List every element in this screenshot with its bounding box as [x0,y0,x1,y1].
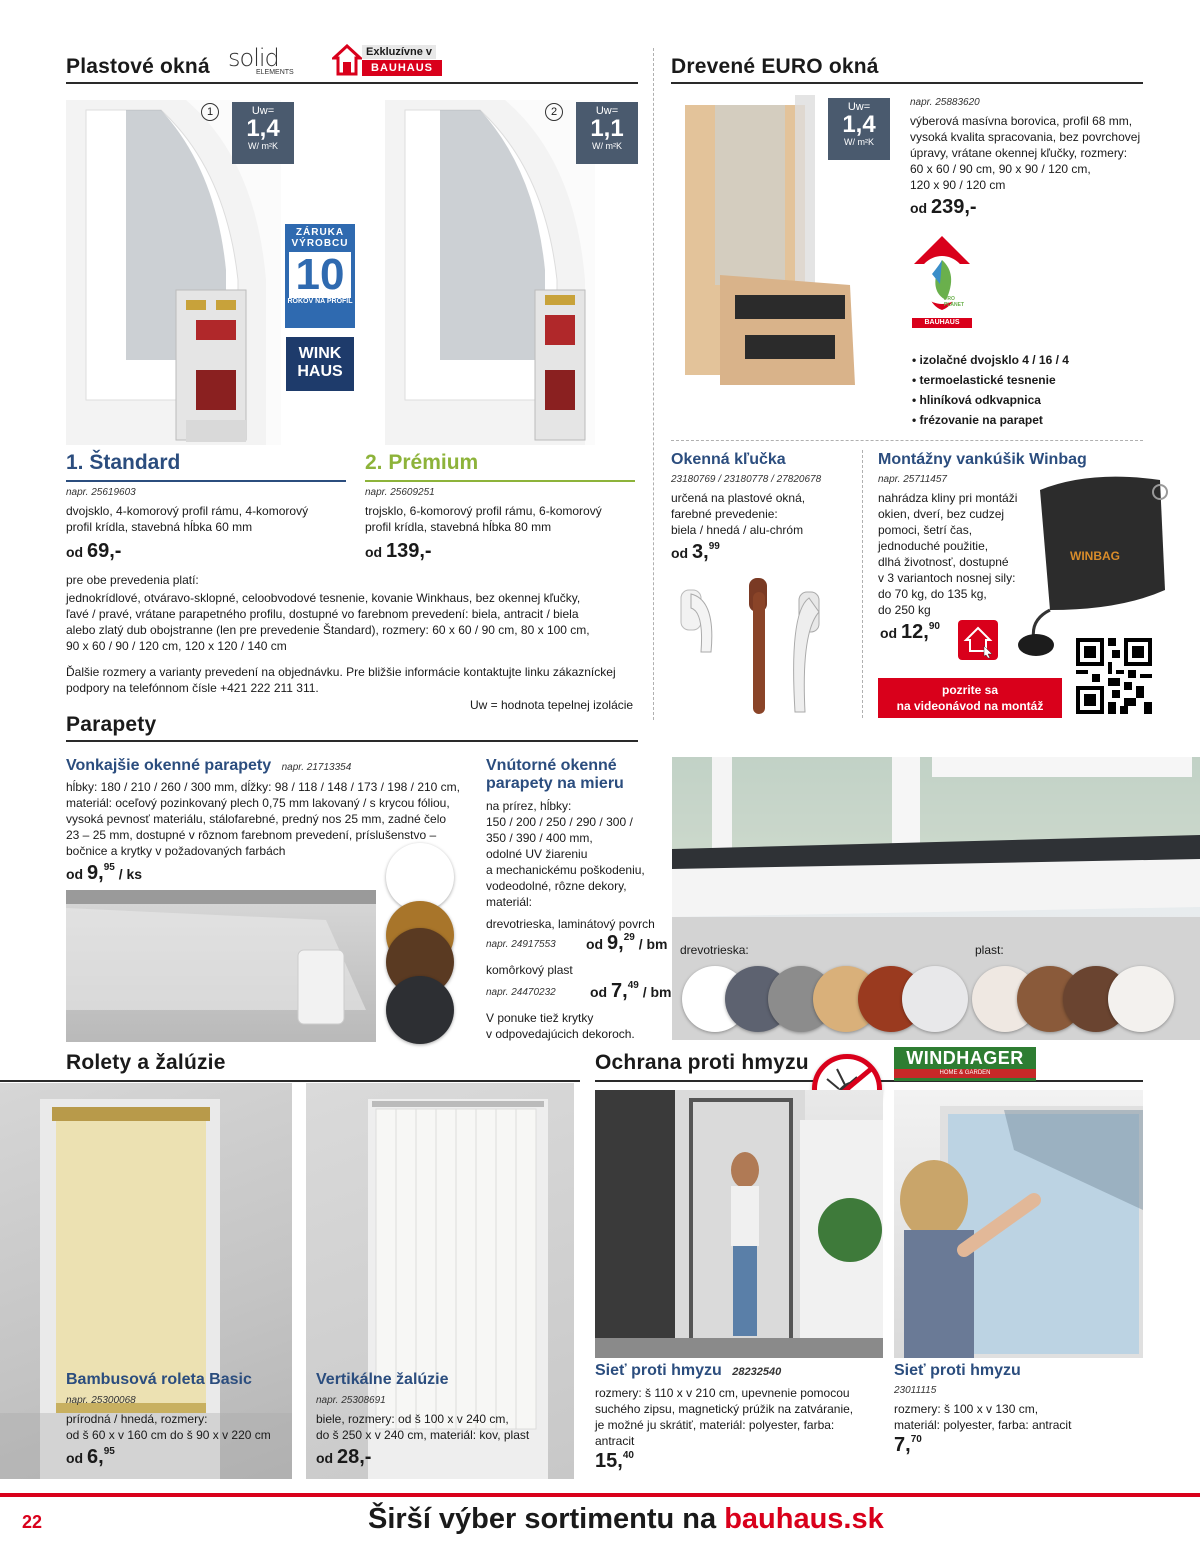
common-line-4: 90 x 60 / 90 / 120 cm, 120 x 120 / 140 cm [66,639,287,653]
section-divider [671,440,1143,441]
price-value: 9, [87,862,104,884]
premium-code: napr. 25609251 [365,487,435,498]
door-net-image [595,1090,883,1358]
premium-desc-1: trojsklo, 6-komorový profil rámu, 6-komorový [365,504,602,518]
vertical-blind-price [316,1446,371,1469]
inner-sill-desc-1: na prírez, hĺbky: [486,799,572,813]
winbag-desc-8: do 250 kg [878,603,931,617]
header-rule [66,740,638,742]
inner-sill-desc-4: odolné UV žiareniu [486,847,588,861]
pro-planet-logo [910,234,974,330]
outer-sill-desc-4: 23 – 25 mm, dostupné v rôznom farebnom prevedení, príslušenstvo – [66,828,437,842]
inner-sill-title-1: Vnútorné okenné [486,757,617,774]
chip-label: drevotrieska: [680,943,749,957]
bauhaus-small-logo: BAUHAUS [912,318,972,328]
bamboo-code: napr. 25300068 [66,1395,136,1406]
feature-item: • frézovanie na parapet [912,413,1043,427]
net1-title: Sieť proti hmyzu [595,1362,722,1379]
inner-sill-note-1: V ponuke tiež krytky [486,1011,594,1025]
net1-desc-1: rozmery: š 110 x v 210 cm, upevnenie pomocou [595,1386,850,1400]
price-value: 7, [894,1434,911,1456]
price-cents: 95 [103,1446,115,1457]
feature-item: • hliníková odkvapnica [912,393,1041,407]
outer-sill-title: Vonkajšie okenné parapety [66,757,272,774]
premium-desc-2: profil krídla, stavebná hĺbka 80 mm [365,520,552,534]
variant-number-2: 2 [545,103,563,121]
uw-value: 1,4 [842,111,876,138]
price-value: 69,- [87,540,122,562]
uw-value: 1,4 [246,115,280,142]
header-rule [671,82,1143,84]
price-prefix: od [365,544,383,560]
bamboo-desc-1: prírodná / hnedá, rozmery: [66,1412,208,1426]
price-value: 7, [611,980,628,1002]
price-prefix: od [316,1450,334,1466]
price-cents: 90 [928,621,940,632]
column-divider [653,48,654,720]
handle-desc-3: biela / hnedá / alu-chróm [671,523,804,537]
net2-code: 23011115 [894,1385,937,1396]
section-title-wooden: Drevené EURO okná [671,55,879,78]
warranty-line3: ROKOV NA PROFIL [287,298,353,305]
solid-elements-logo: solid [228,44,279,72]
price-prefix: od [671,545,689,561]
winbag-brand: WINBAG [1070,549,1120,563]
exclusive-prefix: Exkluzívne v [362,45,436,59]
inner-sill-desc-5: a mechanickému poškodeniu, [486,863,645,877]
inner-sill-desc-6: vodeodolné, rôzne dekory, [486,879,627,893]
wooden-desc-5: 120 x 90 / 120 cm [910,178,1006,192]
wooden-desc-4: 60 x 60 / 90 cm, 90 x 90 / 120 cm, [910,162,1091,176]
section-title-plastic: Plastové okná [66,55,210,78]
outer-sill-desc-2: materiál: oceľový pozinkovaný plech 0,75 mm lakovaný / s krycou fóliou, [66,796,450,810]
exclusive-bauhaus: BAUHAUS [362,60,442,76]
wooden-desc-1: výberová masívna borovica, profil 68 mm, [910,114,1133,128]
section-title-sills: Parapety [66,713,157,736]
net2-title: Sieť proti hmyzu [894,1362,1021,1379]
vertical-blind-code: napr. 25308691 [316,1395,386,1406]
price-cents: 95 [103,862,115,873]
inner-sill-desc-7: materiál: [486,895,533,909]
uw-unit: W/ m²K [248,141,278,151]
window-handles-image [671,572,851,722]
price-prefix: od [66,544,84,560]
plast-swatch [1108,966,1174,1032]
footer-text [368,1503,884,1536]
inner-sill-variant-2: komôrkový plast [486,963,573,977]
common-line-3: alebo zlatý dub obojstranne (len pre prevedenie Štandard), rozmery: 60 x 60 / 90 cm, 80 x 100 cm, [66,623,590,637]
uw-note: Uw = hodnota tepelnej izolácie [470,698,634,712]
price-prefix: od [590,984,608,1000]
footer-prefix: Širší výber sortimentu na [368,1503,717,1535]
uw-value: 1,1 [590,115,624,142]
inner-sill-desc-2: 150 / 200 / 250 / 290 / 300 / [486,815,633,829]
outer-sill-desc-5: bočnice a krytky v požadovaných farbách [66,844,286,858]
winbag-desc-6: v 3 variantoch nosnej sily: [878,571,1016,585]
outer-sill-code: napr. 21713354 [281,762,352,773]
winbag-desc-4: jednoduché použitie, [878,539,989,553]
price-prefix: od [880,625,898,641]
warranty-line2: VÝROBCU [291,238,349,249]
inner-sill-price-2 [590,980,671,1003]
inner-sill-variant-1: drevotrieska, laminátový povrch [486,917,655,931]
inner-sill-heading [486,757,624,793]
winkhaus-logo [286,337,354,391]
standard-price [66,540,121,563]
vertical-blind-desc-2: do š 250 x v 240 cm, materiál: kov, plast [316,1428,530,1442]
variant-number-1: 1 [201,103,219,121]
net1-code: 28232540 [732,1366,782,1378]
wooden-price [910,196,977,219]
winbag-price [880,621,940,644]
standard-underline [66,480,346,482]
inner-sill-note-2: v odpovedajúcich dekoroch. [486,1027,635,1041]
plast-label: plast: [975,943,1004,957]
price-cents: 29 [623,932,635,943]
price-cents: 40 [622,1450,634,1461]
outer-sill-heading [66,757,351,775]
handle-desc-1: určená na plastové okná, [671,491,806,505]
qr-code-icon[interactable] [1076,638,1152,714]
video-play-icon[interactable] [958,620,998,660]
price-prefix: od [66,866,84,882]
windhager-brand: WINDHAGER [906,1048,1024,1068]
video-guide-button[interactable] [878,678,1062,718]
footer-rule [0,1493,1200,1497]
feature-item: • termoelastické tesnenie [912,373,1056,387]
info-line-2: podpory na telefónnom čísle +421 222 211 311. [66,681,319,695]
wooden-features [912,350,1069,430]
price-cents: 49 [627,980,639,991]
price-prefix: od [586,936,604,952]
price-cents: 99 [708,541,720,552]
uw-unit: W/ m²K [844,137,874,147]
standard-title: 1. Štandard [66,451,181,474]
section-title-blinds: Rolety a žalúzie [66,1051,226,1074]
net1-desc-3: je možné ju skrátiť, materiál: polyester, farba: [595,1418,835,1432]
section-title-insects: Ochrana proti hmyzu [595,1051,809,1074]
handle-desc-2: farebné prevedenie: [671,507,778,521]
vertical-blind-title: Vertikálne žalúzie [316,1371,449,1388]
outer-sill-price [66,862,142,885]
price-unit: / bm [642,984,672,1000]
uw-badge-wooden [828,98,890,160]
warranty-years: 10 [289,252,351,298]
handle-codes: 23180769 / 23180778 / 27820678 [671,474,822,485]
warranty-line1: ZÁRUKA [295,227,345,238]
winbag-desc-2: okien, dverí, bez cudzej [878,507,1005,521]
footer-link[interactable]: bauhaus.sk [724,1503,884,1535]
premium-price [365,540,432,563]
vertical-blind-desc-1: biele, rozmery: od š 100 x v 240 cm, [316,1412,509,1426]
winkhaus-line1: WINK [298,345,342,362]
winbag-desc-3: pomoci, šetrí čas, [878,523,973,537]
price-value: 6, [87,1446,104,1468]
uw-badge-standard [232,102,294,164]
window-net-image [894,1090,1143,1358]
price-unit: / ks [118,866,143,882]
winkhaus-line2: HAUS [297,363,343,380]
uw-label: Uw= [251,105,275,117]
bamboo-title: Bambusová roleta Basic [66,1371,252,1388]
winbag-title: Montážny vankúšik Winbag [878,451,1087,468]
wooden-desc-3: úpravy, vrátane okennej kľučky, rozmery: [910,146,1128,160]
price-unit: / bm [638,936,668,952]
wooden-code: napr. 25883620 [910,97,980,108]
chip-swatch [902,966,968,1032]
inner-sill-title-2: parapety na mieru [486,775,624,792]
net2-desc-2: materiál: polyester, farba: antracit [894,1418,1072,1432]
inner-sill-code-1: napr. 24917553 [486,939,556,950]
price-value: 139,- [386,540,432,562]
windhager-logo [894,1047,1036,1081]
net2-desc-1: rozmery: š 100 x v 130 cm, [894,1402,1039,1416]
price-value: 3, [692,541,709,563]
inner-sill-code-2: napr. 24470232 [486,987,556,998]
bamboo-price [66,1446,115,1469]
header-rule [66,82,638,84]
standard-desc-1: dvojsklo, 4-komorový profil rámu, 4-komorový [66,504,309,518]
video-line-1: pozrite sa [941,683,998,697]
header-rule [0,1080,580,1082]
winbag-image [1010,470,1170,660]
uw-label: Uw= [595,105,619,117]
handle-title: Okenná kľučka [671,451,786,468]
standard-code: napr. 25619603 [66,487,136,498]
price-prefix: od [66,1450,84,1466]
price-value: 239,- [931,196,977,218]
video-line-2: na videonávod na montáž [896,699,1044,713]
net1-price [595,1450,634,1473]
outer-sill-desc-3: vysoká pevnosť materiálu, stálofarebné, predný nos 25 mm, zadné čelo [66,812,447,826]
price-value: 12, [901,621,929,643]
winbag-desc-7: do 70 kg, do 135 kg, [878,587,987,601]
common-title: pre obe prevedenia platí: [66,573,199,587]
uw-badge-premium [576,102,638,164]
price-prefix: od [910,200,928,216]
inner-sill-desc-3: 350 / 390 / 400 mm, [486,831,593,845]
outer-sill-image [66,890,376,1042]
info-line-1: Ďalšie rozmery a varianty prevedení na objednávku. Pre bližšie informácie kontaktujte linku zákazníckej [66,665,616,679]
price-value: 28,- [337,1446,372,1468]
page-number: 22 [22,1512,43,1532]
winbag-desc-1: nahrádza kliny pri montáži [878,491,1018,505]
wooden-desc-2: vysoká kvalita spracovania, bez povrchovej [910,130,1141,144]
common-line-2: ľavé / pravé, vrátane parapetného profilu, dostupné vo farebnom prevedení: biela, antracit / biela [66,607,579,621]
bamboo-desc-2: od š 60 x v 160 cm do š 90 x v 220 cm [66,1428,271,1442]
handle-price [671,541,720,564]
uw-label: Uw= [847,101,871,113]
price-cents: 70 [910,1434,922,1445]
column-divider [862,450,863,718]
standard-desc-2: profil krídla, stavebná hĺbka 60 mm [66,520,253,534]
net1-heading [595,1362,781,1380]
window-profile-premium-image [385,100,595,445]
premium-underline [365,480,635,482]
premium-title: 2. Prémium [365,451,479,474]
inner-sill-price-1 [586,932,667,955]
winbag-desc-5: dlhá životnosť, dostupné [878,555,1009,569]
feature-item: • izolačné dvojsklo 4 / 16 / 4 [912,353,1069,367]
bauhaus-house-icon [332,44,362,76]
net1-desc-4: antracit [595,1434,635,1448]
uw-unit: W/ m²K [592,141,622,151]
outer-sill-desc-1: hĺbky: 180 / 210 / 260 / 300 mm, dĺžky: 98 / 118 / 148 / 173 / 198 / 210 cm, [66,780,461,794]
warranty-badge [285,224,355,328]
solid-elements-sub: ELEMENTS [256,69,294,76]
winbag-code: napr. 25711457 [878,474,947,485]
price-value: 9, [607,932,624,954]
net1-desc-2: suchého zipsu, magnetický prúžik na zatváranie, [595,1402,854,1416]
price-value: 15, [595,1450,623,1472]
outer-sill-swatch [386,976,454,1044]
net2-price [894,1434,922,1457]
windhager-sub: HOME & GARDEN [894,1069,1036,1078]
common-line-1: jednokrídlové, otváravo-sklopné, celoobvodové tesnenie, kovanie Winkhaus, bez okennej kľučky, [66,591,581,605]
pro-planet-label: PRO PLANET [944,296,964,308]
